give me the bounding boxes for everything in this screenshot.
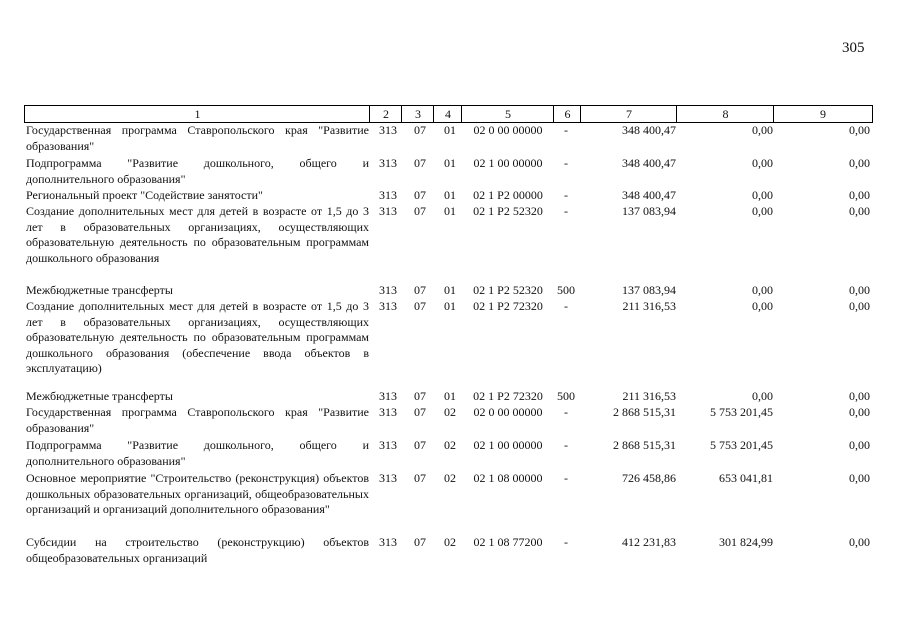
row-col-4: 02 xyxy=(444,438,456,452)
row-col-4: 01 xyxy=(444,389,456,403)
row-col-8: 5 753 201,45 xyxy=(710,438,773,452)
row-col-5: 02 0 00 00000 xyxy=(473,123,543,137)
row-col-4: 01 xyxy=(444,123,456,137)
row-col-7: 348 400,47 xyxy=(622,123,676,137)
row-col-8: 0,00 xyxy=(752,283,773,297)
row-name: Подпрограмма "Развитие дошкольного, общего и дополнительного образования" xyxy=(26,438,369,468)
row-col-2: 313 xyxy=(379,471,397,485)
row-col-5: 02 1 P2 00000 xyxy=(473,188,543,202)
row-name: Региональный проект "Содействие занятости" xyxy=(26,188,263,202)
row-col-7: 211 316,53 xyxy=(622,389,676,403)
row-col-8: 0,00 xyxy=(752,188,773,202)
row-col-2: 313 xyxy=(379,405,397,419)
header-col-8: 8 xyxy=(676,105,774,123)
row-col-4: 01 xyxy=(444,283,456,297)
row-name: Субсидии на строительство (реконструкцию) объектов общеобразовательных организаций xyxy=(26,535,369,565)
row-col-5: 02 1 P2 72320 xyxy=(473,389,543,403)
row-col-2: 313 xyxy=(379,156,397,170)
row-name: Подпрограмма "Развитие дошкольного, общего и дополнительного образования" xyxy=(26,156,369,186)
row-col-6: - xyxy=(564,535,568,549)
row-col-2: 313 xyxy=(379,204,397,218)
row-col-4: 02 xyxy=(444,471,456,485)
row-col-6: - xyxy=(564,405,568,419)
row-name: Создание дополнительных мест для детей в возрасте от 1,5 до 3 лет в образовательных организациях, осуществляющих образовательную деятельность по образовательным программам дошкольного образования (обеспечение ввода объектов в эксплуатацию) xyxy=(26,299,369,375)
row-col-8: 0,00 xyxy=(752,389,773,403)
row-col-2: 313 xyxy=(379,438,397,452)
row-name: Создание дополнительных мест для детей в возрасте от 1,5 до 3 лет в образовательных организациях, осуществляющих образовательную деятельность по образовательным программам дошкольного образования xyxy=(26,204,369,265)
row-col-5: 02 1 P2 52320 xyxy=(473,204,543,218)
row-col-4: 02 xyxy=(444,405,456,419)
row-col-2: 313 xyxy=(379,123,397,137)
row-col-4: 02 xyxy=(444,535,456,549)
row-col-4: 01 xyxy=(444,299,456,313)
header-col-4: 4 xyxy=(433,105,462,123)
row-col-9: 0,00 xyxy=(849,283,870,297)
row-col-3: 07 xyxy=(414,405,426,419)
row-col-5: 02 1 08 00000 xyxy=(473,471,543,485)
row-col-8: 0,00 xyxy=(752,123,773,137)
row-col-6: 500 xyxy=(557,389,575,403)
row-name: Государственная программа Ставропольского края "Развитие образования" xyxy=(26,405,369,435)
row-col-3: 07 xyxy=(414,299,426,313)
row-col-7: 412 231,83 xyxy=(622,535,676,549)
page-number: 305 xyxy=(842,40,865,56)
row-col-8: 0,00 xyxy=(752,156,773,170)
row-col-3: 07 xyxy=(414,438,426,452)
row-col-5: 02 1 00 00000 xyxy=(473,438,543,452)
row-name: Межбюджетные трансферты xyxy=(26,283,173,297)
row-col-5: 02 1 08 77200 xyxy=(473,535,543,549)
row-col-2: 313 xyxy=(379,535,397,549)
row-col-2: 313 xyxy=(379,389,397,403)
row-col-7: 726 458,86 xyxy=(622,471,676,485)
row-col-9: 0,00 xyxy=(849,204,870,218)
row-col-9: 0,00 xyxy=(849,535,870,549)
row-col-9: 0,00 xyxy=(849,389,870,403)
row-col-2: 313 xyxy=(379,283,397,297)
row-col-2: 313 xyxy=(379,299,397,313)
row-col-3: 07 xyxy=(414,204,426,218)
row-col-6: - xyxy=(564,123,568,137)
row-col-7: 211 316,53 xyxy=(622,299,676,313)
header-col-2: 2 xyxy=(369,105,402,123)
row-name: Межбюджетные трансферты xyxy=(26,389,173,403)
row-col-5: 02 0 00 00000 xyxy=(473,405,543,419)
row-col-9: 0,00 xyxy=(849,299,870,313)
row-col-7: 2 868 515,31 xyxy=(613,405,676,419)
row-col-9: 0,00 xyxy=(849,471,870,485)
header-col-6: 6 xyxy=(553,105,581,123)
row-col-3: 07 xyxy=(414,123,426,137)
row-name: Основное мероприятие "Строительство (реконструкция) объектов дошкольных образовательных организаций, общеобразовательных организаций и организаций дополнительного образования" xyxy=(26,471,369,516)
row-col-7: 137 083,94 xyxy=(622,283,676,297)
header-col-7: 7 xyxy=(580,105,677,123)
row-col-6: 500 xyxy=(557,283,575,297)
row-col-8: 653 041,81 xyxy=(719,471,773,485)
row-col-5: 02 1 00 00000 xyxy=(473,156,543,170)
row-col-3: 07 xyxy=(414,389,426,403)
row-col-6: - xyxy=(564,299,568,313)
row-col-7: 2 868 515,31 xyxy=(613,438,676,452)
header-col-5: 5 xyxy=(461,105,554,123)
row-col-4: 01 xyxy=(444,204,456,218)
row-col-9: 0,00 xyxy=(849,156,870,170)
row-col-3: 07 xyxy=(414,535,426,549)
row-col-3: 07 xyxy=(414,283,426,297)
row-col-6: - xyxy=(564,438,568,452)
row-col-4: 01 xyxy=(444,188,456,202)
row-col-8: 301 824,99 xyxy=(719,535,773,549)
row-col-3: 07 xyxy=(414,156,426,170)
row-col-7: 348 400,47 xyxy=(622,156,676,170)
row-col-7: 137 083,94 xyxy=(622,204,676,218)
row-col-8: 0,00 xyxy=(752,299,773,313)
row-col-2: 313 xyxy=(379,188,397,202)
header-col-9: 9 xyxy=(773,105,873,123)
row-col-9: 0,00 xyxy=(849,405,870,419)
row-col-6: - xyxy=(564,204,568,218)
row-col-3: 07 xyxy=(414,471,426,485)
row-col-8: 5 753 201,45 xyxy=(710,405,773,419)
header-col-3: 3 xyxy=(401,105,434,123)
row-col-6: - xyxy=(564,156,568,170)
row-col-3: 07 xyxy=(414,188,426,202)
row-col-6: - xyxy=(564,188,568,202)
header-col-1: 1 xyxy=(24,105,370,123)
row-col-7: 348 400,47 xyxy=(622,188,676,202)
row-col-5: 02 1 P2 52320 xyxy=(473,283,543,297)
row-col-8: 0,00 xyxy=(752,204,773,218)
row-col-6: - xyxy=(564,471,568,485)
row-col-9: 0,00 xyxy=(849,438,870,452)
row-col-9: 0,00 xyxy=(849,123,870,137)
table-header xyxy=(24,105,873,123)
row-col-4: 01 xyxy=(444,156,456,170)
row-col-5: 02 1 P2 72320 xyxy=(473,299,543,313)
row-col-9: 0,00 xyxy=(849,188,870,202)
row-name: Государственная программа Ставропольского края "Развитие образования" xyxy=(26,123,369,153)
